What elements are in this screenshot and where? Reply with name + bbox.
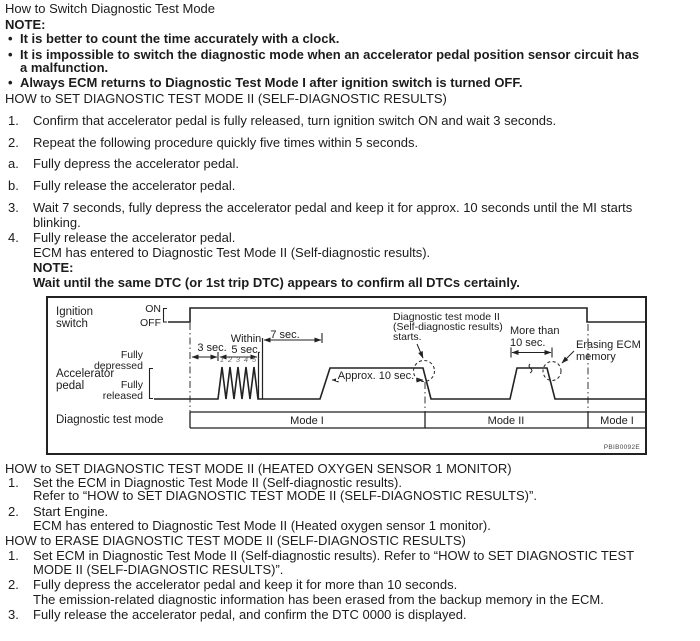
within-label: Within — [230, 333, 262, 345]
doc-line — [0, 178, 700, 195]
doc-line-text: How to Switch Diagnostic Test Mode — [5, 1, 216, 16]
accelerator-label-line2: pedal — [56, 380, 85, 392]
pulse-number-2: 2 — [227, 355, 233, 364]
doc-line-text: Fully release the accelerator pedal. — [33, 178, 236, 193]
list-marker: 1. — [8, 548, 19, 563]
doc-line-text: Start Engine. — [33, 504, 109, 519]
doc-line-text: blinking. — [33, 215, 81, 230]
doc-line-text: ECM has entered to Diagnostic Test Mode II (Heated oxygen sensor 1 monitor). — [33, 518, 491, 533]
timing-diagram — [46, 296, 648, 456]
pulse-number-4: 4 — [243, 355, 249, 364]
on-level-label: ON — [145, 303, 161, 315]
list-marker: 2. — [8, 135, 19, 150]
erasing-line1: Erasing ECM — [576, 339, 641, 351]
doc-line-text: It is impossible to switch the diagnostic mode when an accelerator pedal position sensor circuit has — [20, 47, 640, 62]
fully-released-line2: released — [102, 390, 143, 402]
list-marker: • — [8, 47, 13, 62]
doc-line-text: HOW to ERASE DIAGNOSTIC TEST MODE II (SELF-DIAGNOSTIC RESULTS) — [5, 533, 466, 548]
doc-line — [0, 607, 700, 624]
doc-line-text: Always ECM returns to Diagnostic Test Mode I after ignition switch is turned OFF. — [20, 75, 523, 90]
list-marker: 4. — [8, 230, 19, 245]
doc-line-text: MODE II (SELF-DIAGNOSTIC RESULTS)”. — [33, 562, 284, 577]
doc-line — [0, 275, 700, 292]
list-marker: 2. — [8, 504, 19, 519]
pulse-number-3: 3 — [235, 355, 241, 364]
accelerator-level-bracket — [150, 369, 154, 399]
doc-line-text: Fully depress the accelerator pedal and keep it for more than 10 seconds. — [33, 577, 458, 592]
doc-line — [0, 113, 700, 130]
approx10-label: Approx. 10 sec. — [337, 370, 415, 382]
doc-line-text: NOTE: — [5, 17, 46, 32]
doc-line-text: Set ECM in Diagnostic Test Mode II (Self-diagnostic results). Refer to “HOW to SET DIAGNOSTIC TEST — [33, 548, 635, 563]
doc-line-text: It is better to count the time accurately with a clock. — [20, 31, 340, 46]
doc-line — [0, 1, 700, 18]
mode-segment-2: Mode II — [487, 415, 525, 427]
doc-line-text: Confirm that accelerator pedal is fully released, turn ignition switch ON and wait 3 seconds. — [33, 113, 557, 128]
more-than-line1: More than — [510, 325, 560, 337]
doc-line-text: NOTE: — [33, 260, 74, 275]
doc-line-text: The emission-related diagnostic information has been erased from the backup memory in the ECM. — [33, 592, 604, 607]
doc-line — [0, 31, 700, 48]
ignition-label-line2: switch — [56, 318, 88, 330]
doc-line-text: Fully depress the accelerator pedal. — [33, 156, 239, 171]
list-marker: 3. — [8, 200, 19, 215]
doc-line-text: HOW to SET DIAGNOSTIC TEST MODE II (HEATED OXYGEN SENSOR 1 MONITOR) — [5, 461, 512, 476]
list-marker: b. — [8, 178, 19, 193]
erasing-line2: memory — [576, 351, 616, 363]
sec5-label: 5 sec. — [231, 344, 261, 356]
list-marker: 1. — [8, 113, 19, 128]
doc-line-text: Fully release the accelerator pedal. — [33, 230, 236, 245]
pulse-number-1: 1 — [219, 355, 225, 364]
erase-circle — [543, 362, 561, 381]
mode-segment-3: Mode I — [600, 415, 634, 427]
accelerator-label-line1: Accelerator — [56, 368, 115, 380]
doc-line-text: a malfunction. — [20, 60, 109, 75]
more-than-line2: 10 sec. — [510, 337, 546, 349]
doc-line — [0, 75, 700, 92]
ignition-label-line1: Ignition — [56, 306, 94, 318]
mode-segment-1: Mode I — [290, 415, 324, 427]
mode2-starts-line3: starts. — [393, 331, 422, 343]
list-marker: 1. — [8, 475, 19, 490]
doc-line-text: Repeat the following procedure quickly five times within 5 seconds. — [33, 135, 419, 150]
mode2-starts-line1: Diagnostic test mode II — [393, 311, 500, 323]
ignition-level-bracket — [164, 309, 168, 323]
mode2-starts-line2: (Self-diagnostic results) — [393, 321, 503, 333]
sec3-label: 3 sec. — [197, 342, 227, 354]
erasing-pointer — [562, 351, 574, 363]
fully-released-line1: Fully — [120, 379, 143, 391]
mode2-starts-pointer — [417, 344, 423, 358]
doc-line — [0, 135, 700, 152]
doc-line-text: Fully release the accelerator pedal, and confirm the DTC 0000 is displayed. — [33, 607, 467, 622]
sec7-label: 7 sec. — [270, 329, 300, 341]
doc-line — [0, 488, 700, 505]
list-marker: • — [8, 75, 13, 90]
list-marker: • — [8, 31, 13, 46]
doc-line-text: ECM has entered to Diagnostic Test Mode II (Self-diagnostic results). — [33, 245, 431, 260]
doc-line-text: Set the ECM in Diagnostic Test Mode II (Self-diagnostic results). — [33, 475, 402, 490]
doc-line — [0, 91, 700, 108]
list-marker: a. — [8, 156, 19, 171]
list-marker: 2. — [8, 577, 19, 592]
doc-line-text: Wait 7 seconds, fully depress the accelerator pedal and keep it for approx. 10 seconds until the MI starts — [33, 200, 633, 215]
list-marker: 3. — [8, 607, 19, 622]
fully-depressed-line1: Fully — [120, 349, 143, 361]
doc-line-text: Wait until the same DTC (or 1st trip DTC) appears to confirm all DTCs certainly. — [33, 275, 520, 290]
doc-line-text: Refer to “HOW to SET DIAGNOSTIC TEST MODE II (SELF-DIAGNOSTIC RESULTS)”. — [33, 488, 537, 503]
doc-line-text: HOW to SET DIAGNOSTIC TEST MODE II (SELF-DIAGNOSTIC RESULTS) — [5, 91, 447, 106]
fully-depressed-line2: depressed — [93, 360, 143, 372]
off-level-label: OFF — [140, 317, 161, 329]
doc-line — [0, 156, 700, 173]
figure-code: PBIB0092E — [603, 444, 640, 451]
pulse-number-5: 5 — [251, 355, 257, 364]
test-mode-label: Diagnostic test mode — [56, 414, 164, 426]
